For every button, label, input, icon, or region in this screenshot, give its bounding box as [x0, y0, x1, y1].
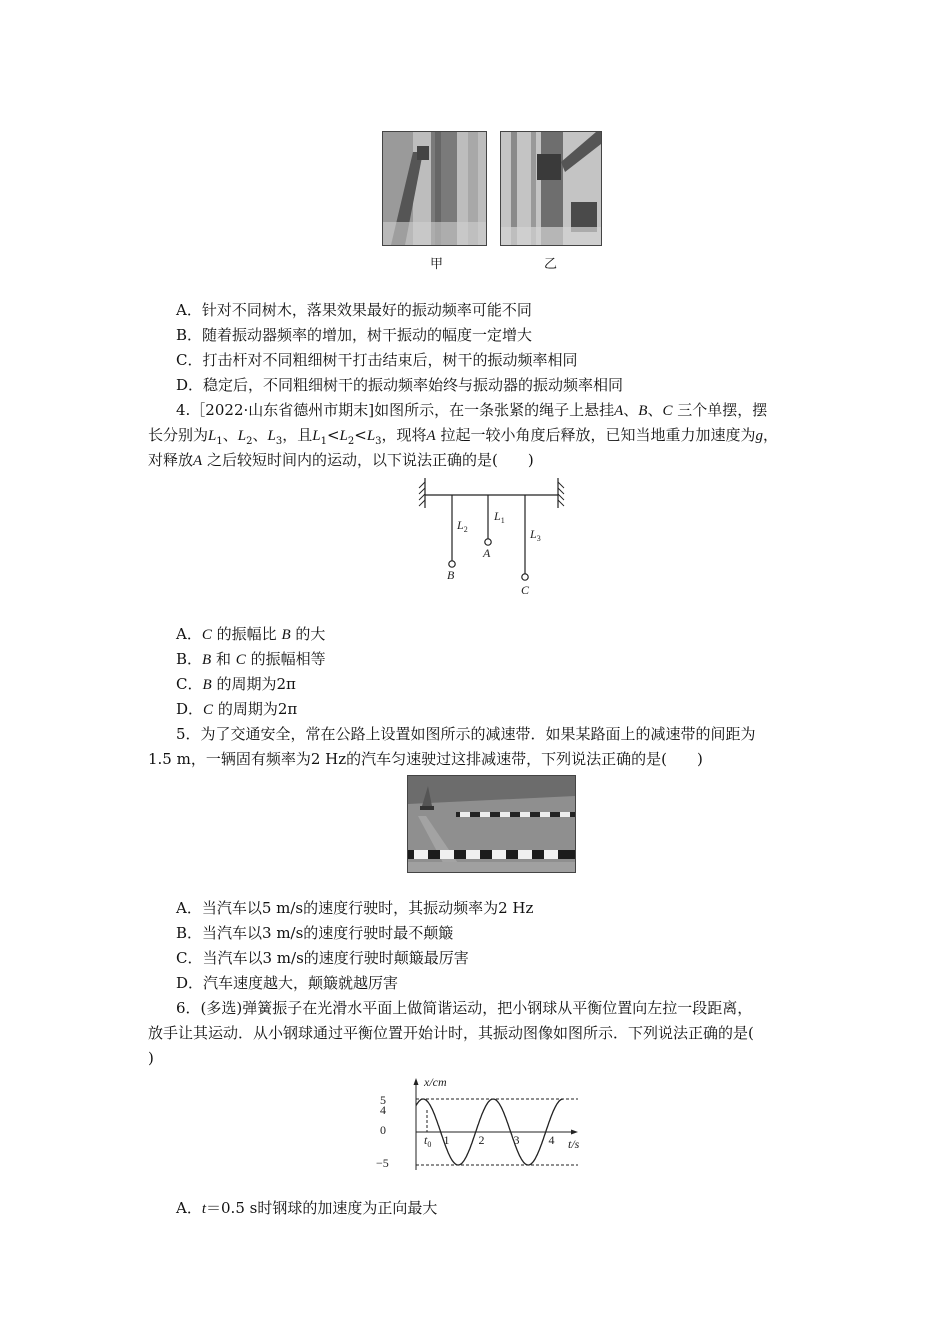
label-a: A [483, 546, 491, 560]
x-tick-label: 3 [513, 1133, 520, 1147]
q5-stem-line-2: 1.5 m，一辆固有频率为2 Hz的汽车匀速驶过这排减速带，下列说法正确的是( ) [148, 750, 703, 768]
q4-stem-line-3: 对释放A 之后较短时间内的运动，以下说法正确的是( ) [148, 451, 534, 469]
q3-option-c: C．打击杆对不同粗细树干打击结束后，树干的振动频率相同 [176, 351, 578, 369]
y-tick-4: 4 [380, 1103, 386, 1117]
q5-option-b: B．当汽车以3 m/s的速度行驶时最不颠簸 [176, 924, 454, 942]
q4-stem-line-2: 长分别为$L_1$、$L_2$、$L_3$，且$L_1<L_2<L_3$，现将A 拉起一较小角度后释放，已知当地重力加速度为g， [148, 426, 779, 447]
q5-stem-line-1: 5．为了交通安全，常在公路上设置如图所示的减速带．如果某路面上的减速带的间距为 [176, 725, 756, 743]
q3-option-d: D．稳定后，不同粗细树干的振动频率始终与振动器的振动频率相同 [176, 376, 624, 394]
photo-jia [382, 131, 487, 246]
x-tick-label: 4 [548, 1133, 555, 1147]
right-wall-hatch [558, 482, 564, 506]
y-tick-0: 0 [380, 1123, 386, 1137]
t0-label: $t_0$ [424, 1133, 432, 1149]
pendulum-figure [415, 478, 575, 603]
figure-caption-yi: 乙 [544, 257, 558, 272]
pendulum-c-bob [522, 574, 528, 580]
photo-yi [500, 131, 602, 246]
q6-stem-line-1: 6．(多选)弹簧振子在光滑水平面上做简谐运动，把小钢球从平衡位置向左拉一段距离， [176, 999, 753, 1017]
q6-option-a: A．t＝0.5 s时钢球的加速度为正向最大 [176, 1199, 438, 1217]
y-tick-5: 5 [380, 1093, 386, 1107]
q4-option-d: D．C 的周期为2π [176, 700, 298, 718]
label-c: C [521, 583, 530, 597]
label-l1: $L_1$ [494, 509, 505, 525]
q4-stem-line-1: 4.［2022·山东省德州市期末]如图所示，在一条张紧的绳子上悬挂A、B、C 三个单摆，摆 [176, 401, 768, 419]
speed-bump-photo [407, 775, 576, 873]
q3-option-b: B．随着振动器频率的增加，树干振动的幅度一定增大 [176, 326, 533, 344]
q4-option-a: A．C 的振幅比 B 的大 [176, 625, 326, 643]
y-axis-label: x/cm [424, 1075, 447, 1089]
figure-caption-jia: 甲 [430, 257, 444, 272]
left-wall-hatch [419, 482, 425, 506]
x-axis-arrow [571, 1130, 578, 1135]
q5-option-d: D．汽车速度越大，颠簸就越厉害 [176, 974, 399, 992]
x-tick-label: 1 [443, 1133, 450, 1147]
tree-photo-yi-image [501, 132, 601, 245]
x-tick-label: 2 [478, 1133, 485, 1147]
label-l2: $L_2$ [457, 518, 468, 534]
pendulum-a-bob [485, 539, 491, 545]
q5-option-c: C．当汽车以3 m/s的速度行驶时颠簸最厉害 [176, 949, 469, 967]
bump-strip-near [408, 850, 575, 859]
pendulum-b-bob [449, 561, 455, 567]
bump-strip-far [456, 812, 575, 817]
tree-photo-jia-image [383, 132, 486, 245]
q4-option-c: C．B 的周期为2π [176, 675, 296, 693]
y-tick-neg5: −5 [376, 1156, 389, 1170]
label-b: B [447, 568, 455, 582]
q5-option-a: A．当汽车以5 m/s的速度行驶时，其振动频率为2 Hz [176, 899, 534, 917]
speed-bump-photo-image [408, 776, 575, 872]
q6-stem-line-3: ) [148, 1049, 154, 1067]
q3-option-a: A．针对不同树木，落果效果最好的振动频率可能不同 [176, 301, 532, 319]
x-axis-label: t/s [568, 1137, 580, 1151]
q6-stem-line-2: 放手让其运动．从小钢球通过平衡位置开始计时，其振动图像如图所示．下列说法正确的是( [148, 1024, 754, 1042]
y-axis-arrow [414, 1078, 419, 1085]
q4-option-b: B．B 和 C 的振幅相等 [176, 650, 326, 668]
label-l3: $L_3$ [530, 527, 541, 543]
vibration-chart [378, 1074, 588, 1174]
